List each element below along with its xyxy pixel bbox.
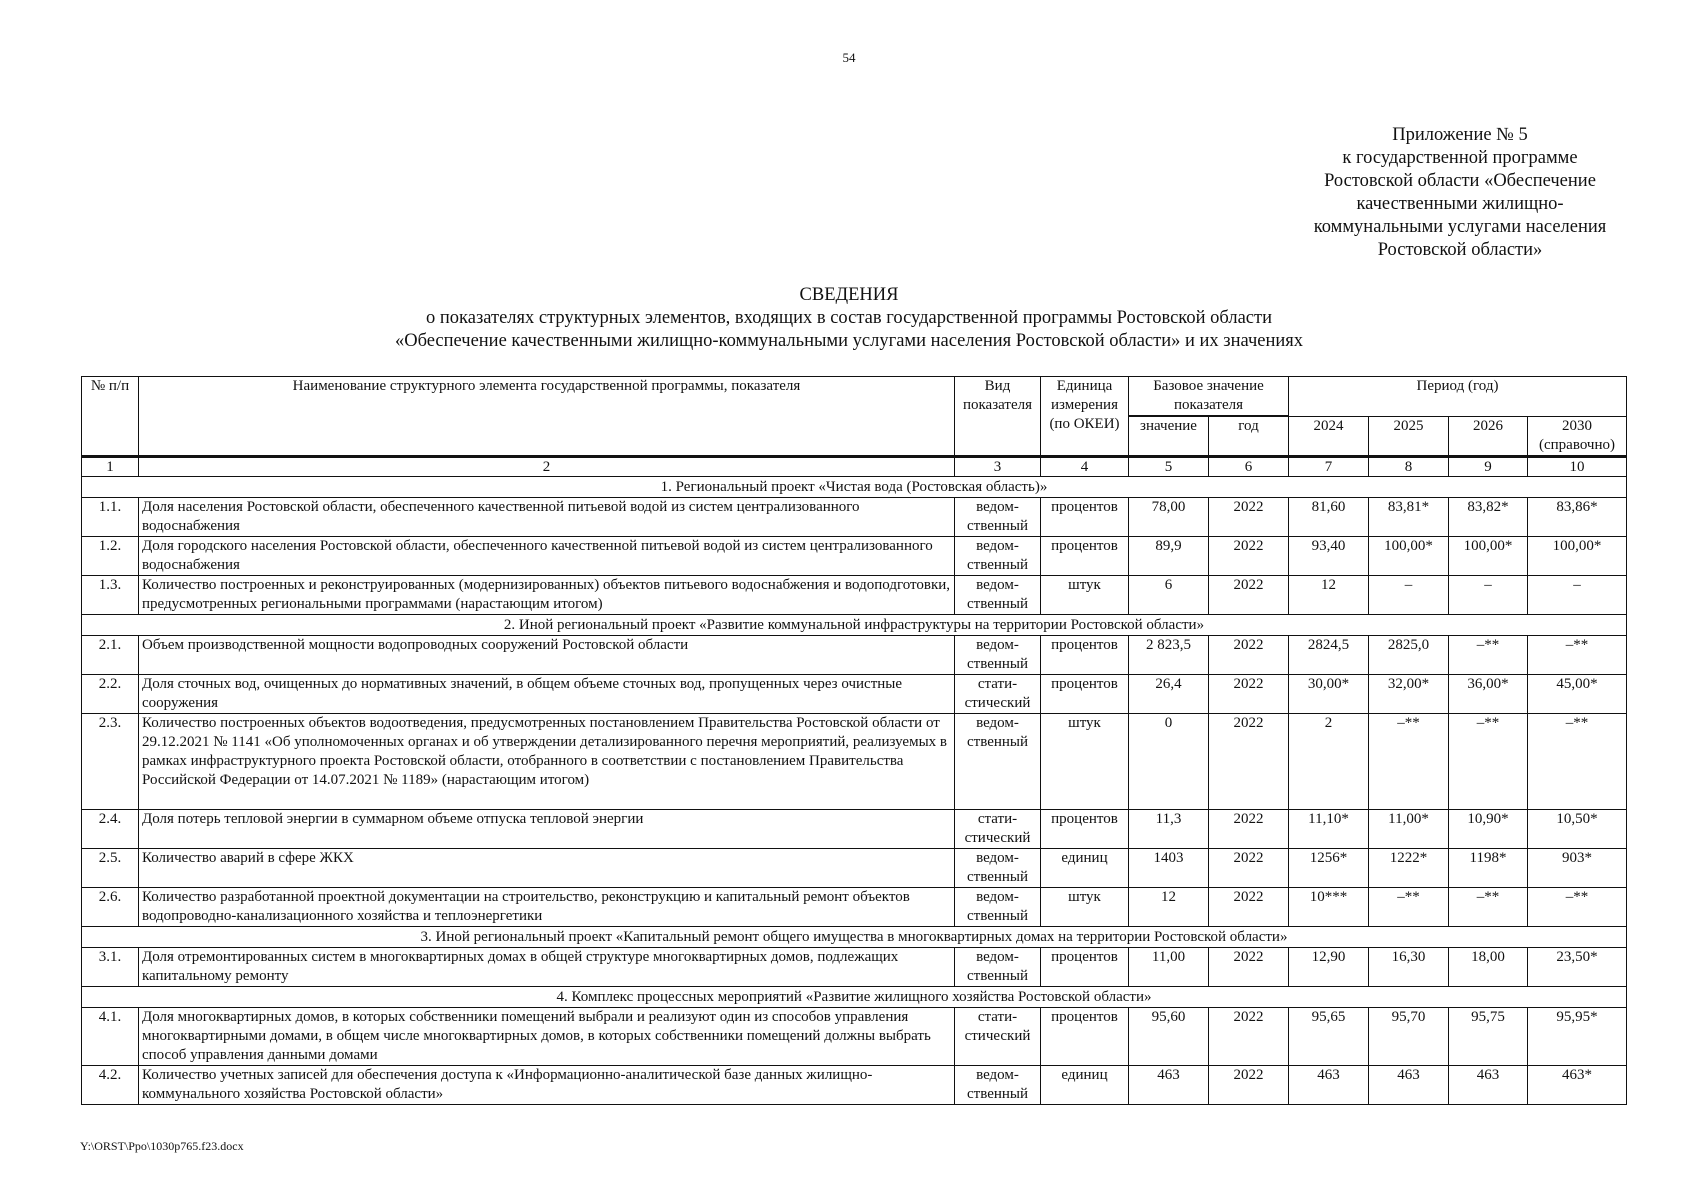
base-value: 12 xyxy=(1129,888,1209,927)
unit-of-measure: штук xyxy=(1041,576,1129,615)
value-2025: 1222* xyxy=(1369,849,1449,888)
unit-of-measure: процентов xyxy=(1041,498,1129,537)
document-title xyxy=(0,284,1698,353)
indicator-kind: ведом-ственный xyxy=(955,948,1041,987)
base-year: 2022 xyxy=(1209,498,1289,537)
column-number: 5 xyxy=(1129,457,1209,477)
table-row xyxy=(82,1066,1627,1105)
indicator-name: Количество разработанной проектной документации на строительство, реконструкцию и капитальный ремонт объектов водопроводно-канализационного хозяйства и теплоэнергетики xyxy=(139,888,955,927)
indicator-name: Доля городского населения Ростовской области, обеспеченного качественной питьевой водой из систем централизованного водоснабжения xyxy=(139,537,955,576)
base-year: 2022 xyxy=(1209,849,1289,888)
column-number: 3 xyxy=(955,457,1041,477)
indicator-kind: ведом-ственный xyxy=(955,714,1041,810)
unit-of-measure: процентов xyxy=(1041,948,1129,987)
value-2030: 463* xyxy=(1528,1066,1627,1105)
column-number: 9 xyxy=(1449,457,1528,477)
header-2030: 2030 (справочно) xyxy=(1528,417,1627,457)
section-row xyxy=(82,987,1627,1008)
value-2025: –** xyxy=(1369,714,1449,810)
table-row xyxy=(82,636,1627,675)
indicator-kind: стати-стический xyxy=(955,1008,1041,1066)
value-2024: 10*** xyxy=(1289,888,1369,927)
base-year: 2022 xyxy=(1209,810,1289,849)
base-year: 2022 xyxy=(1209,675,1289,714)
file-path: Y:\ORST\Ppo\1030p765.f23.docx xyxy=(80,1139,244,1153)
base-value: 11,3 xyxy=(1129,810,1209,849)
value-2025: 83,81* xyxy=(1369,498,1449,537)
indicator-kind: ведом-ственный xyxy=(955,537,1041,576)
table-row xyxy=(82,576,1627,615)
value-2026: 36,00* xyxy=(1449,675,1528,714)
header-2026: 2026 xyxy=(1449,417,1528,457)
table-row xyxy=(82,714,1627,810)
section-title: 4. Комплекс процессных мероприятий «Развитие жилищного хозяйства Ростовской области» xyxy=(82,987,1627,1008)
row-number: 2.5. xyxy=(82,849,139,888)
value-2026: –** xyxy=(1449,636,1528,675)
base-year: 2022 xyxy=(1209,888,1289,927)
header-base-value: значение xyxy=(1129,417,1209,457)
indicator-name: Объем производственной мощности водопроводных сооружений Ростовской области xyxy=(139,636,955,675)
table-row xyxy=(82,948,1627,987)
base-value: 26,4 xyxy=(1129,675,1209,714)
indicator-name: Доля сточных вод, очищенных до нормативных значений, в общем объеме сточных вод, пропущенных через очистные сооружения xyxy=(139,675,955,714)
indicator-kind: ведом-ственный xyxy=(955,849,1041,888)
table-row xyxy=(82,888,1627,927)
value-2024: 2824,5 xyxy=(1289,636,1369,675)
row-number: 1.2. xyxy=(82,537,139,576)
header-period: Период (год) xyxy=(1289,377,1627,417)
row-number: 2.6. xyxy=(82,888,139,927)
indicator-kind: ведом-ственный xyxy=(955,1066,1041,1105)
table-row xyxy=(82,537,1627,576)
table-row xyxy=(82,810,1627,849)
section-title: 1. Региональный проект «Чистая вода (Ростовская область)» xyxy=(82,477,1627,498)
row-number: 2.4. xyxy=(82,810,139,849)
value-2025: 95,70 xyxy=(1369,1008,1449,1066)
value-2030: –** xyxy=(1528,888,1627,927)
indicator-name: Доля потерь тепловой энергии в суммарном объеме отпуска тепловой энергии xyxy=(139,810,955,849)
base-value: 11,00 xyxy=(1129,948,1209,987)
indicator-name: Количество аварий в сфере ЖКХ xyxy=(139,849,955,888)
value-2024: 12,90 xyxy=(1289,948,1369,987)
row-number: 2.2. xyxy=(82,675,139,714)
section-row xyxy=(82,927,1627,948)
row-number: 2.1. xyxy=(82,636,139,675)
base-value: 463 xyxy=(1129,1066,1209,1105)
title-heading: СВЕДЕНИЯ xyxy=(799,285,899,305)
value-2025: 11,00* xyxy=(1369,810,1449,849)
indicator-kind: ведом-ственный xyxy=(955,498,1041,537)
page-number: 54 xyxy=(842,50,856,65)
value-2025: 463 xyxy=(1369,1066,1449,1105)
row-number: 1.1. xyxy=(82,498,139,537)
value-2024: 2 xyxy=(1289,714,1369,810)
value-2030: –** xyxy=(1528,714,1627,810)
row-number: 2.3. xyxy=(82,714,139,810)
base-value: 95,60 xyxy=(1129,1008,1209,1066)
header-num: № п/п xyxy=(82,377,139,457)
value-2025: 32,00* xyxy=(1369,675,1449,714)
base-year: 2022 xyxy=(1209,1066,1289,1105)
column-number: 10 xyxy=(1528,457,1627,477)
column-number: 2 xyxy=(139,457,955,477)
row-number: 3.1. xyxy=(82,948,139,987)
header-name: Наименование структурного элемента государственной программы, показателя xyxy=(139,377,955,457)
base-year: 2022 xyxy=(1209,948,1289,987)
value-2026: –** xyxy=(1449,888,1528,927)
column-number: 6 xyxy=(1209,457,1289,477)
title-line-1: о показателях структурных элементов, входящих в состав государственной программы Ростовской области xyxy=(426,308,1272,328)
header-kind: Вид показателя xyxy=(955,377,1041,457)
indicator-name: Количество учетных записей для обеспечения доступа к «Информационно-аналитической базе данных жилищно-коммунального хозяйства Ростовской области» xyxy=(139,1066,955,1105)
value-2024: 11,10* xyxy=(1289,810,1369,849)
section-row xyxy=(82,615,1627,636)
unit-of-measure: процентов xyxy=(1041,675,1129,714)
value-2026: 83,82* xyxy=(1449,498,1528,537)
value-2024: 30,00* xyxy=(1289,675,1369,714)
value-2024: 93,40 xyxy=(1289,537,1369,576)
indicator-name: Доля населения Ростовской области, обеспеченного качественной питьевой водой из систем централизованного водоснабжения xyxy=(139,498,955,537)
indicator-kind: ведом-ственный xyxy=(955,636,1041,675)
section-row xyxy=(82,477,1627,498)
indicator-kind: стати-стический xyxy=(955,810,1041,849)
base-year: 2022 xyxy=(1209,636,1289,675)
column-number: 8 xyxy=(1369,457,1449,477)
header-base-year: год xyxy=(1209,417,1289,457)
value-2024: 463 xyxy=(1289,1066,1369,1105)
value-2026: –** xyxy=(1449,714,1528,810)
title-line-2: «Обеспечение качественными жилищно-коммунальными услугами населения Ростовской области» и их значениях xyxy=(394,331,1304,351)
value-2024: 95,65 xyxy=(1289,1008,1369,1066)
value-2026: – xyxy=(1449,576,1528,615)
unit-of-measure: штук xyxy=(1041,888,1129,927)
unit-of-measure: штук xyxy=(1041,714,1129,810)
appendix-line: к государственной программе xyxy=(1342,148,1578,168)
section-title: 3. Иной региональный проект «Капитальный ремонт общего имущества в многоквартирных домах на территории Ростовской области» xyxy=(82,927,1627,948)
value-2024: 1256* xyxy=(1289,849,1369,888)
value-2025: 16,30 xyxy=(1369,948,1449,987)
indicators-table xyxy=(81,376,1627,1105)
base-value: 1403 xyxy=(1129,849,1209,888)
appendix-line: коммунальными услугами населения xyxy=(1313,217,1607,237)
value-2030: 23,50* xyxy=(1528,948,1627,987)
table-row xyxy=(82,675,1627,714)
base-year: 2022 xyxy=(1209,1008,1289,1066)
value-2030: 45,00* xyxy=(1528,675,1627,714)
column-number: 4 xyxy=(1041,457,1129,477)
base-year: 2022 xyxy=(1209,537,1289,576)
row-number: 4.2. xyxy=(82,1066,139,1105)
header-base: Базовое значение показателя xyxy=(1129,377,1289,416)
value-2030: 95,95* xyxy=(1528,1008,1627,1066)
value-2030: –** xyxy=(1528,636,1627,675)
value-2026: 95,75 xyxy=(1449,1008,1528,1066)
section-title: 2. Иной региональный проект «Развитие коммунальной инфраструктуры на территории Ростовской области» xyxy=(82,615,1627,636)
value-2026: 100,00* xyxy=(1449,537,1528,576)
header-row xyxy=(82,377,1627,416)
base-value: 6 xyxy=(1129,576,1209,615)
value-2025: 2825,0 xyxy=(1369,636,1449,675)
indicator-kind: ведом-ственный xyxy=(955,576,1041,615)
column-numbers-row xyxy=(82,457,1627,477)
base-value: 89,9 xyxy=(1129,537,1209,576)
value-2030: 83,86* xyxy=(1528,498,1627,537)
base-year: 2022 xyxy=(1209,576,1289,615)
row-number: 4.1. xyxy=(82,1008,139,1066)
indicator-kind: ведом-ственный xyxy=(955,888,1041,927)
value-2026: 18,00 xyxy=(1449,948,1528,987)
base-value: 78,00 xyxy=(1129,498,1209,537)
unit-of-measure: единиц xyxy=(1041,1066,1129,1105)
base-year: 2022 xyxy=(1209,714,1289,810)
appendix-line: Ростовской области» xyxy=(1377,240,1543,260)
unit-of-measure: процентов xyxy=(1041,636,1129,675)
indicator-kind: стати-стический xyxy=(955,675,1041,714)
appendix-line: Приложение № 5 xyxy=(1392,125,1528,145)
indicator-name: Доля многоквартирных домов, в которых собственники помещений выбрали и реализуют один из способов управления многоквартирными домами, в общем числе многоквартирных домов, в которых собственники помещений должны выбрать способ управления данными домами xyxy=(139,1008,955,1066)
value-2030: 100,00* xyxy=(1528,537,1627,576)
value-2030: 903* xyxy=(1528,849,1627,888)
value-2025: 100,00* xyxy=(1369,537,1449,576)
appendix-line: качественными жилищно- xyxy=(1356,194,1564,214)
value-2026: 463 xyxy=(1449,1066,1528,1105)
base-value: 0 xyxy=(1129,714,1209,810)
unit-of-measure: процентов xyxy=(1041,810,1129,849)
column-number: 7 xyxy=(1289,457,1369,477)
appendix-note xyxy=(1290,124,1630,262)
unit-of-measure: процентов xyxy=(1041,537,1129,576)
value-2025: – xyxy=(1369,576,1449,615)
header-2024: 2024 xyxy=(1289,417,1369,457)
value-2024: 81,60 xyxy=(1289,498,1369,537)
indicator-name: Доля отремонтированных систем в многоквартирных домах в общей структуре многоквартирных домов, подлежащих капитальному ремонту xyxy=(139,948,955,987)
value-2026: 10,90* xyxy=(1449,810,1528,849)
indicator-name: Количество построенных и реконструированных (модернизированных) объектов питьевого водоснабжения и водоподготовки, предусмотренных региональными программами (нарастающим итогом) xyxy=(139,576,955,615)
appendix-line: Ростовской области «Обеспечение xyxy=(1324,171,1596,191)
table-row xyxy=(82,1008,1627,1066)
value-2024: 12 xyxy=(1289,576,1369,615)
indicator-name: Количество построенных объектов водоотведения, предусмотренных постановлением Правительства Ростовской области от 29.12.2021 № 1141 «Об уполномоченных органах и об утверждении детализированного перечня мероприятий, реализуемых в рамках инфраструктурного проекта Ростовской области, отобранного в соответствии с постановлением Правительства Российской Федерации от 14.07.2021 № 1189» (нарастающим итогом) xyxy=(139,714,955,810)
value-2026: 1198* xyxy=(1449,849,1528,888)
unit-of-measure: единиц xyxy=(1041,849,1129,888)
value-2030: 10,50* xyxy=(1528,810,1627,849)
header-2025: 2025 xyxy=(1369,417,1449,457)
table-row xyxy=(82,498,1627,537)
column-number: 1 xyxy=(82,457,139,477)
base-value: 2 823,5 xyxy=(1129,636,1209,675)
table-row xyxy=(82,849,1627,888)
header-unit: Единица измерения (по ОКЕИ) xyxy=(1041,377,1129,457)
value-2030: – xyxy=(1528,576,1627,615)
value-2025: –** xyxy=(1369,888,1449,927)
unit-of-measure: процентов xyxy=(1041,1008,1129,1066)
row-number: 1.3. xyxy=(82,576,139,615)
